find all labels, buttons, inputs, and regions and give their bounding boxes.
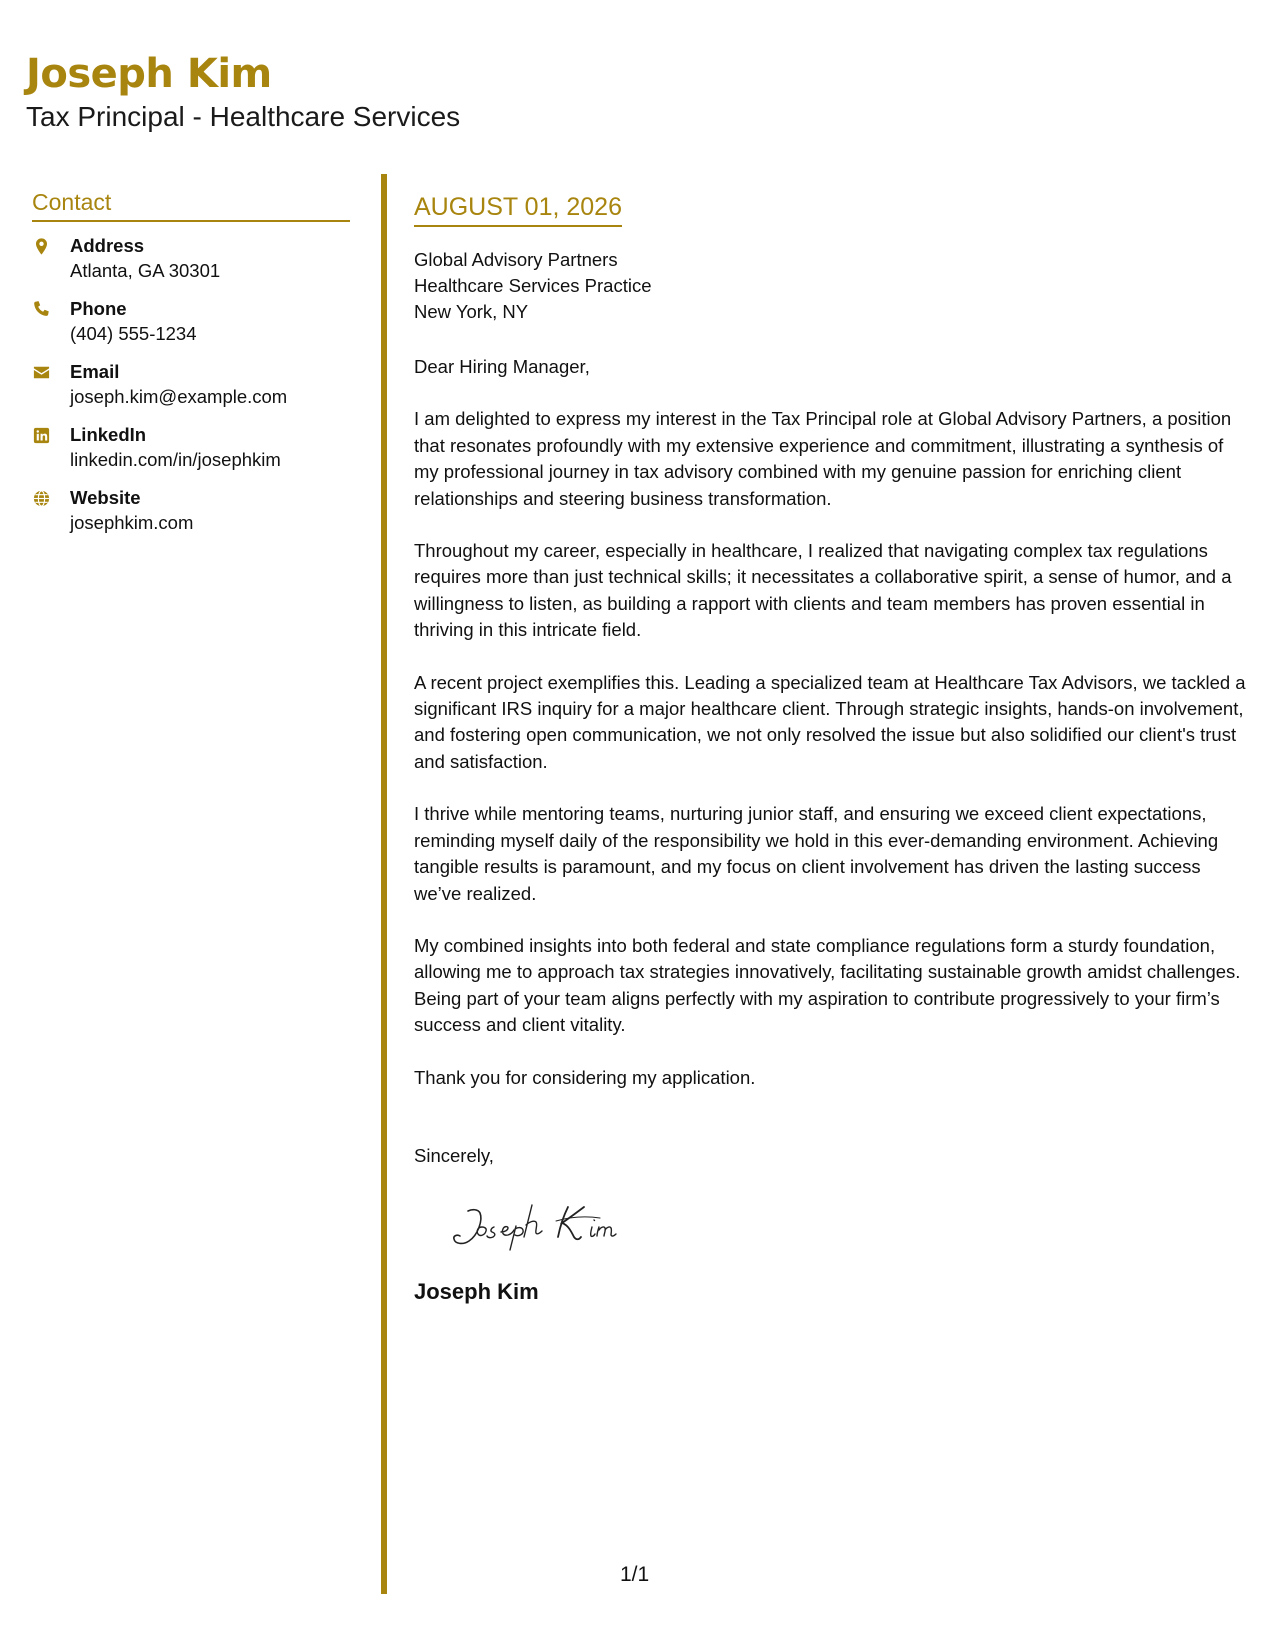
contact-label: LinkedIn <box>70 424 147 445</box>
contact-value: Atlanta, GA 30301 <box>70 260 221 281</box>
letter-paragraph: I am delighted to express my interest in the Tax Principal role at Global Advisory Partners, a position that resonates profoundly with my extensive experience and commitment, illustrating a synthesis of my professional journey in tax advisory combined with my genuine passion for enriching client relationships and steering business transformation. <box>414 408 1232 509</box>
recipient-line: Healthcare Services Practice <box>414 275 652 296</box>
contact-value: josephkim.com <box>70 512 194 533</box>
handwritten-signature <box>446 1199 646 1253</box>
job-title: Tax Principal - Healthcare Services <box>26 101 461 132</box>
linkedin-icon <box>32 423 70 472</box>
contact-item-address <box>32 234 350 283</box>
globe-icon <box>32 486 70 535</box>
contact-label: Email <box>70 361 120 382</box>
letter-paragraph: A recent project exemplifies this. Leading a specialized team at Healthcare Tax Advisors, we tackled a significant IRS inquiry for a major healthcare client. Through strategic insights, hands-on involvement, and fostering open communication, we not only resolved the issue but also solidified our client's trust and satisfaction. <box>414 671 1246 772</box>
recipient-line: Global Advisory Partners <box>414 249 618 270</box>
salutation: Dear Hiring Manager, <box>414 356 590 377</box>
applicant-name: Joseph Kim <box>26 51 272 97</box>
contact-value: (404) 555-1234 <box>70 323 197 344</box>
signed-name: Joseph Kim <box>414 1278 539 1304</box>
letter-date: AUGUST 01, 2026 <box>414 190 622 227</box>
column-divider <box>381 174 387 1594</box>
letter-paragraph: I thrive while mentoring teams, nurturing junior staff, and ensuring we exceed client expectations, reminding myself daily of the responsibility we hold in this ever-demanding environment. Achieving tangible results is paramount, and my focus on client involvement has driven the lasting success we’ve realized. <box>414 803 1219 904</box>
closing: Sincerely, <box>414 1144 494 1166</box>
phone-icon <box>32 297 70 346</box>
contact-value: linkedin.com/in/josephkim <box>70 449 281 470</box>
contact-label: Address <box>70 235 145 256</box>
contact-item-website <box>32 486 350 535</box>
contact-item-linkedin <box>32 423 350 472</box>
contact-item-email <box>32 360 350 409</box>
contact-sidebar <box>32 186 350 549</box>
letter-paragraph: Thank you for considering my application. <box>414 1066 756 1088</box>
page-number: 1/1 <box>620 1563 650 1586</box>
resume-header <box>26 48 460 134</box>
recipient-line: New York, NY <box>414 301 529 322</box>
contact-label: Website <box>70 487 141 508</box>
recipient-block <box>414 247 1252 325</box>
contact-item-phone <box>32 297 350 346</box>
cover-letter <box>414 190 1252 1307</box>
contact-value: joseph.kim@example.com <box>70 386 288 407</box>
envelope-icon <box>32 360 70 409</box>
contact-label: Phone <box>70 298 127 319</box>
map-pin-icon <box>32 234 70 283</box>
letter-paragraph: Throughout my career, especially in healthcare, I realized that navigating complex tax regulations requires more than just technical skills; it necessitates a collaborative spirit, a sense of humor, and a willingness to listen, as building a rapport with clients and team members has proven essential in thriving in this intricate field. <box>414 540 1232 641</box>
contact-heading: Contact <box>32 186 350 222</box>
letter-paragraph: My combined insights into both federal and state compliance regulations form a sturdy foundation, allowing me to approach tax strategies innovatively, facilitating sustainable growth amidst challenges. Being part of your team aligns perfectly with my aspiration to contribute progressively to your firm’s success and client vitality. <box>414 934 1241 1036</box>
